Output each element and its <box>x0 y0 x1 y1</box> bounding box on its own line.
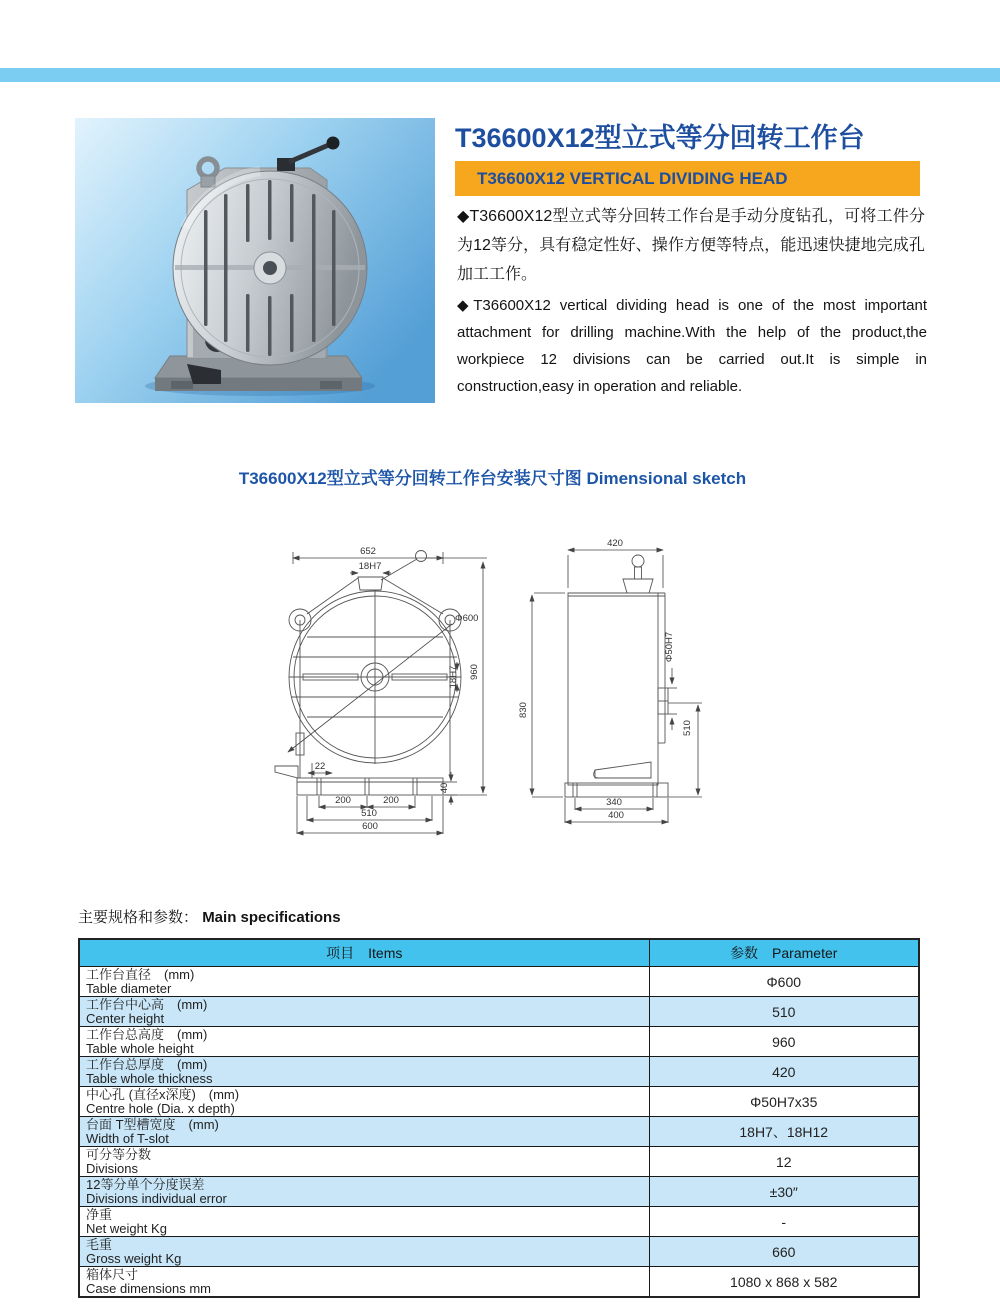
spec-item-en: Gross weight Kg <box>86 1251 182 1266</box>
dim-label-18h7-center: 18H7 <box>448 665 459 689</box>
spec-row <box>79 1087 919 1117</box>
side-view-dimensions <box>532 550 702 823</box>
spec-item-en: Divisions <box>86 1161 139 1176</box>
specs-heading-cn: 主要规格和参数： <box>78 909 199 926</box>
dim-label-50h7: Φ50H7 <box>664 631 675 663</box>
dim-label-600: 600 <box>362 821 378 832</box>
sketch-heading: T36600X12型立式等分回转工作台安装尺寸图 Dimensional sketch <box>238 469 747 488</box>
spec-value: 12 <box>649 1147 919 1177</box>
spec-item-cn: 工作台中心高 (mm) <box>86 997 208 1012</box>
description-cn: ◆T36600X12型立式等分回转工作台是手动分度钻孔，可将工件分为12等分，具有稳定性好、操作方便等特点，能迅速快捷地完成孔加工工作。 <box>457 208 925 283</box>
side-view-dim-labels <box>518 538 693 821</box>
product-title: T36600X12型立式等分回转工作台 <box>455 123 865 153</box>
dim-label-510-base: 510 <box>361 808 377 819</box>
dim-label-652: 652 <box>360 546 376 557</box>
specs-heading-en: Main specifications <box>202 909 341 926</box>
spec-row <box>79 1027 919 1057</box>
dim-label-830: 830 <box>518 702 529 718</box>
specs-header-row <box>79 939 919 967</box>
spec-item-cn: 12等分单个分度误差 <box>86 1177 205 1192</box>
spec-item-cn: 工作台直径 (mm) <box>86 967 195 982</box>
spec-value: Φ600 <box>649 967 919 997</box>
spec-row <box>79 967 919 997</box>
specs-table <box>78 938 920 1298</box>
dim-label-40: 40 <box>439 782 450 794</box>
dim-label-200a: 200 <box>335 795 351 806</box>
spec-value: ±30″ <box>649 1177 919 1207</box>
spec-item-en: Width of T-slot <box>86 1131 169 1146</box>
front-view-drawing <box>275 551 461 796</box>
dim-label-200b: 200 <box>383 795 399 806</box>
dim-label-510-side: 510 <box>682 720 693 736</box>
spec-item-en: Divisions individual error <box>86 1191 227 1206</box>
spec-value: 18H7、18H12 <box>649 1117 919 1147</box>
col-header-parameter: 参数 Parameter <box>649 939 919 967</box>
spec-row <box>79 1207 919 1237</box>
dim-label-960: 960 <box>469 664 480 680</box>
product-photo <box>75 118 435 403</box>
dim-label-340: 340 <box>606 797 622 808</box>
spec-item-cn: 中心孔 (直径x深度) (mm) <box>86 1087 240 1102</box>
spec-item-en: Table whole thickness <box>86 1071 213 1086</box>
rotary-table-disc <box>173 171 367 365</box>
product-photo-image <box>75 118 435 403</box>
spec-item-cn: 工作台总高度 (mm) <box>86 1027 208 1042</box>
spec-row <box>79 1117 919 1147</box>
spec-item-en: Net weight Kg <box>86 1221 167 1236</box>
col-header-items: 项目 Items <box>79 939 649 967</box>
spec-value: 420 <box>649 1057 919 1087</box>
specs-heading <box>78 906 341 927</box>
spec-value: 660 <box>649 1237 919 1267</box>
dim-label-18h7-top: 18H7 <box>358 561 382 572</box>
spec-item-cn: 箱体尺寸 <box>86 1267 139 1282</box>
spec-row <box>79 997 919 1027</box>
dimensional-sketch <box>255 520 760 855</box>
dim-label-22: 22 <box>314 761 326 772</box>
spec-item-en: Table whole height <box>86 1041 194 1056</box>
dim-label-dia600: Φ600 <box>455 613 479 624</box>
spec-item-en: Case dimensions mm <box>86 1281 211 1296</box>
spec-value: 1080 x 868 x 582 <box>649 1267 919 1298</box>
spec-value: - <box>649 1207 919 1237</box>
description-en: ◆T36600X12 vertical dividing head is one of the most important attachment for drilling machine.With the help of the product,the workpiece 12 divisions can be carried out.It is simple in construction,easy in operation and reliable. <box>457 297 927 395</box>
dim-label-420: 420 <box>607 538 623 549</box>
spec-item-cn: 台面 T型槽宽度 (mm) <box>86 1117 219 1132</box>
spec-item-cn: 净重 <box>86 1207 113 1222</box>
spec-row <box>79 1177 919 1207</box>
spec-row <box>79 1237 919 1267</box>
product-subtitle-banner <box>455 161 920 196</box>
side-view-drawing <box>565 555 668 797</box>
top-accent-bar <box>0 68 1000 82</box>
spec-item-en: Center height <box>86 1011 165 1026</box>
spec-item-en: Table diameter <box>86 981 172 996</box>
spec-row <box>79 1057 919 1087</box>
front-view-dim-labels <box>315 546 480 832</box>
spec-value: Φ50H7x35 <box>649 1087 919 1117</box>
spec-item-cn: 毛重 <box>86 1237 113 1252</box>
banner-label: T36600X12 VERTICAL DIVIDING HEAD <box>477 169 788 188</box>
spec-item-en: Centre hole (Dia. x depth) <box>86 1101 235 1116</box>
dim-label-400: 400 <box>608 810 624 821</box>
front-view-dimensions <box>288 552 487 834</box>
spec-row <box>79 1147 919 1177</box>
spec-item-cn: 可分等分数 <box>86 1147 152 1162</box>
spec-value: 960 <box>649 1027 919 1057</box>
spec-item-cn: 工作台总厚度 (mm) <box>86 1057 208 1072</box>
spec-row <box>79 1267 919 1298</box>
spec-value: 510 <box>649 997 919 1027</box>
